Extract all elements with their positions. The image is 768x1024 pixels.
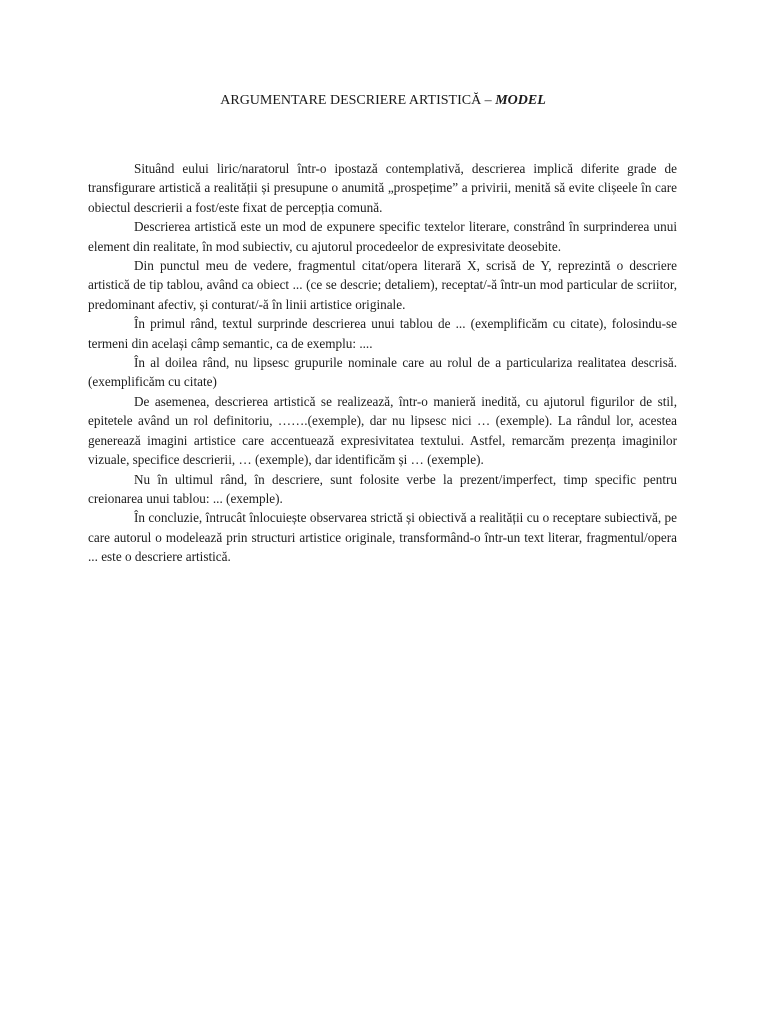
paragraph-3: Din punctul meu de vedere, fragmentul citat/opera literară X, scrisă de Y, reprezintă o descriere artistică de tip tablou, având ca obiect ... (ce se descrie; detaliem), receptat/-ă într-un mod particular de scriitor, predominant afectiv, și conturat/-ă în linii artistice originale. — [88, 258, 677, 312]
paragraph-7: Nu în ultimul rând, în descriere, sunt folosite verbe la prezent/imperfect, timp specific pentru creionarea unui tablou: ... (exemple). — [88, 471, 677, 506]
document-title — [88, 93, 678, 109]
title-main: ARGUMENTARE DESCRIERE ARTISTICĂ – — [220, 93, 496, 108]
paragraph-4: În primul rând, textul surprinde descrierea unui tablou de ... (exemplificăm cu citate), folosindu-se termeni din același câmp semantic, ca de exemplu: .... — [88, 316, 677, 351]
paragraph-2: Descrierea artistică este un mod de expunere specific textelor literare, constrând în surprinderea unui element din realitate, în mod subiectiv, cu ajutorul procedeelor de expresivitate deosebite. — [88, 219, 677, 254]
paragraph-8: În concluzie, întrucât înlocuiește observarea strictă și obiectivă a realității cu o receptare subiectivă, pe care autorul o modelează prin structuri artistice originale, transformând-o într-un text literar, fragmentul/opera ... este o descriere artistică. — [88, 510, 677, 565]
paragraph-6: De asemenea, descrierea artistică se realizează, într-o manieră inedită, cu ajutorul figurilor de stil, epitetele având un rol definitoriu, …….(exemple), dar nu lipsesc nici … (exemple). La rândul lor, acestea generează imagini artistice care accentuează expresivitatea textului. Astfel, remarcăm prezența imaginilor vizuale, specifice descrierii, … (exemple), dar identificăm și … (exemple). — [88, 393, 677, 468]
paragraph-1: Situând eului liric/naratorul într-o ipostază contemplativă, descrierea implică diferite grade de transfigurare artistică a realității și presupune o anumită „prospețime” a privirii, menită să evite clișeele în care obiectul descrierii a fost/este fixat de percepția comună. — [88, 161, 677, 215]
title-emphasis: MODEL — [495, 93, 546, 108]
paragraph-5: În al doilea rând, nu lipsesc grupurile nominale care au rolul de a particulariza realitatea descrisă. (exemplificăm cu citate) — [88, 355, 677, 390]
document-body — [88, 159, 677, 567]
